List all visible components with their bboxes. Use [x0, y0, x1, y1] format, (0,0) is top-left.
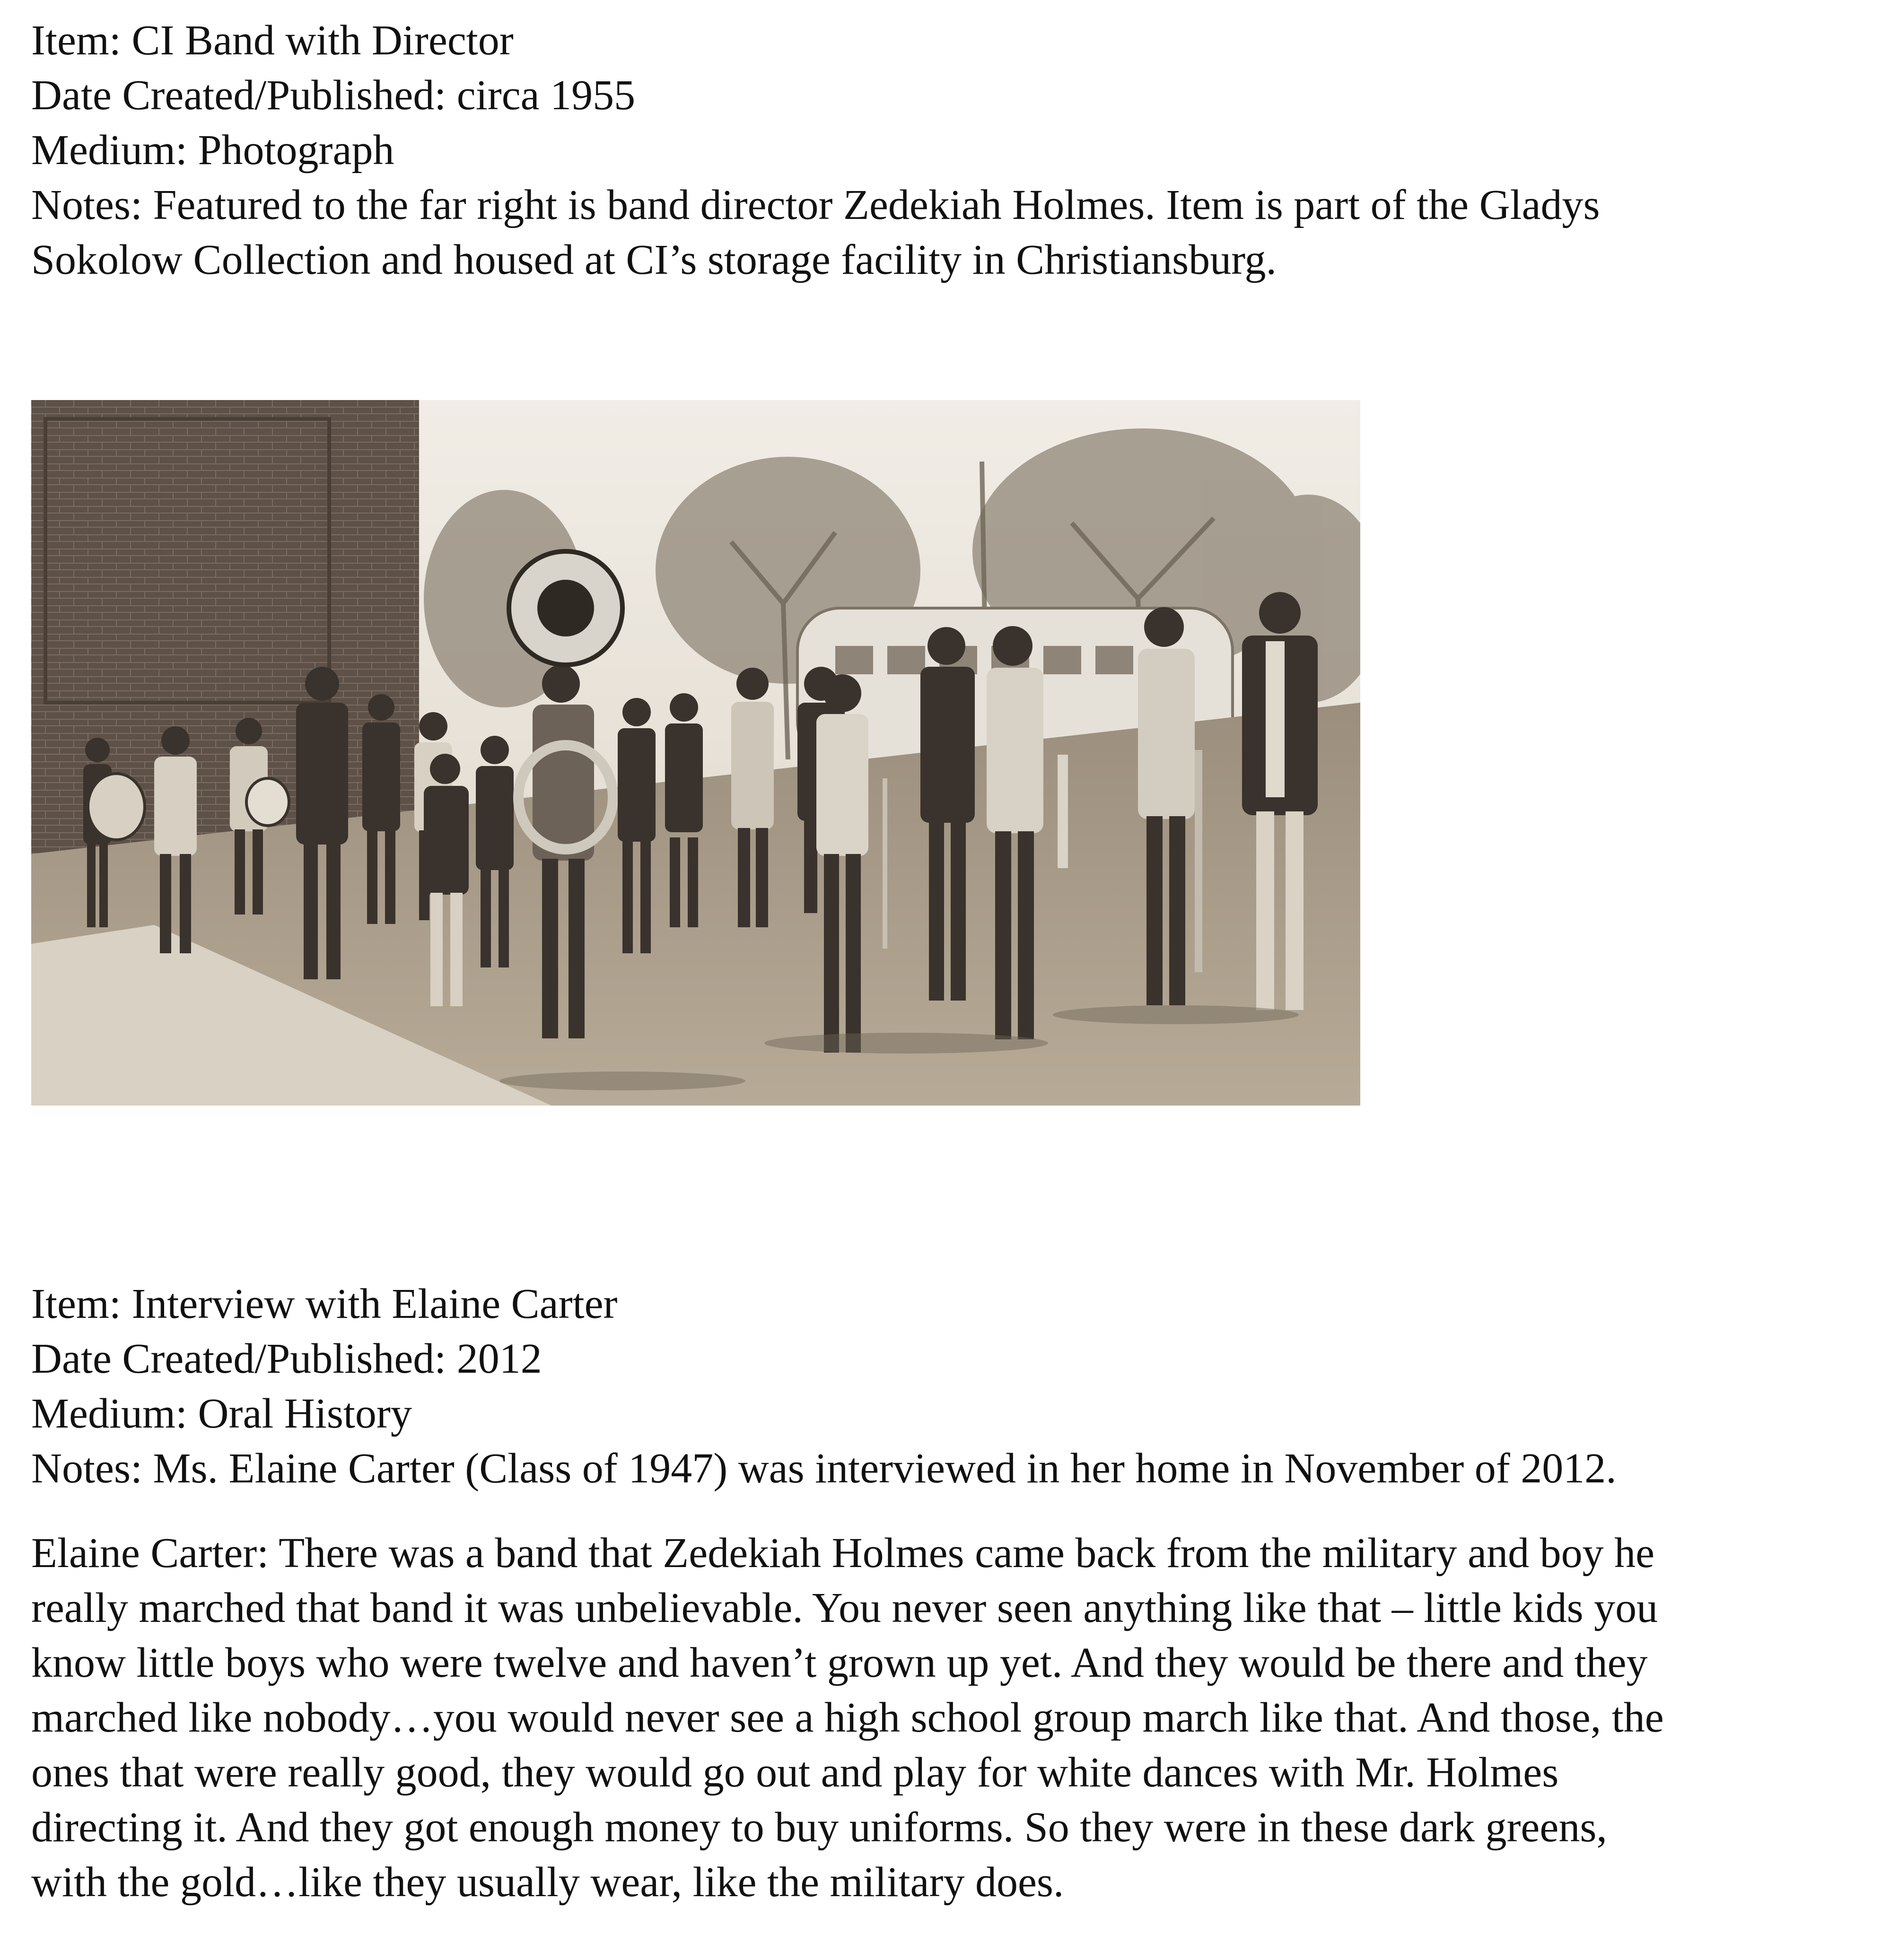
item1-medium: Medium: Photograph — [31, 127, 394, 174]
band-photograph — [31, 400, 1360, 1106]
quote-line-4: marched like nobody…you would never see a high school group march like that. And those, the — [31, 1694, 1664, 1741]
quote-line-3: know little boys who were twelve and haven’t grown up yet. And they would be there and they — [31, 1639, 1648, 1686]
item1-notes-line-2: Sokolow Collection and housed at CI’s storage facility in Christiansburg. — [31, 236, 1277, 283]
band-photograph-icon — [31, 400, 1360, 1106]
interview-quote — [31, 1526, 1664, 1910]
item1-date: Date Created/Published: circa 1955 — [31, 72, 636, 119]
quote-line-6: directing it. And they got enough money to buy uniforms. So they were in these dark greens, — [31, 1804, 1607, 1851]
item2-date: Date Created/Published: 2012 — [31, 1335, 542, 1382]
item2-medium: Medium: Oral History — [31, 1390, 412, 1437]
item1-title: Item: CI Band with Director — [31, 17, 514, 64]
item1-metadata — [31, 13, 1600, 287]
quote-line-7: with the gold…like they usually wear, like the military does. — [31, 1859, 1064, 1906]
quote-line-1: Elaine Carter: There was a band that Zedekiah Holmes came back from the military and boy he — [31, 1530, 1655, 1577]
item2-notes: Notes: Ms. Elaine Carter (Class of 1947) was interviewed in her home in November of 2012. — [31, 1445, 1617, 1492]
quote-line-2: really marched that band it was unbelievable. You never seen anything like that – little kids you — [31, 1585, 1658, 1631]
quote-line-5: ones that were really good, they would go out and play for white dances with Mr. Holmes — [31, 1749, 1559, 1796]
item1-notes-line-1: Notes: Featured to the far right is band director Zedekiah Holmes. Item is part of the Gladys — [31, 182, 1600, 228]
item2-title: Item: Interview with Elaine Carter — [31, 1281, 618, 1327]
item2-metadata — [31, 1277, 1617, 1496]
